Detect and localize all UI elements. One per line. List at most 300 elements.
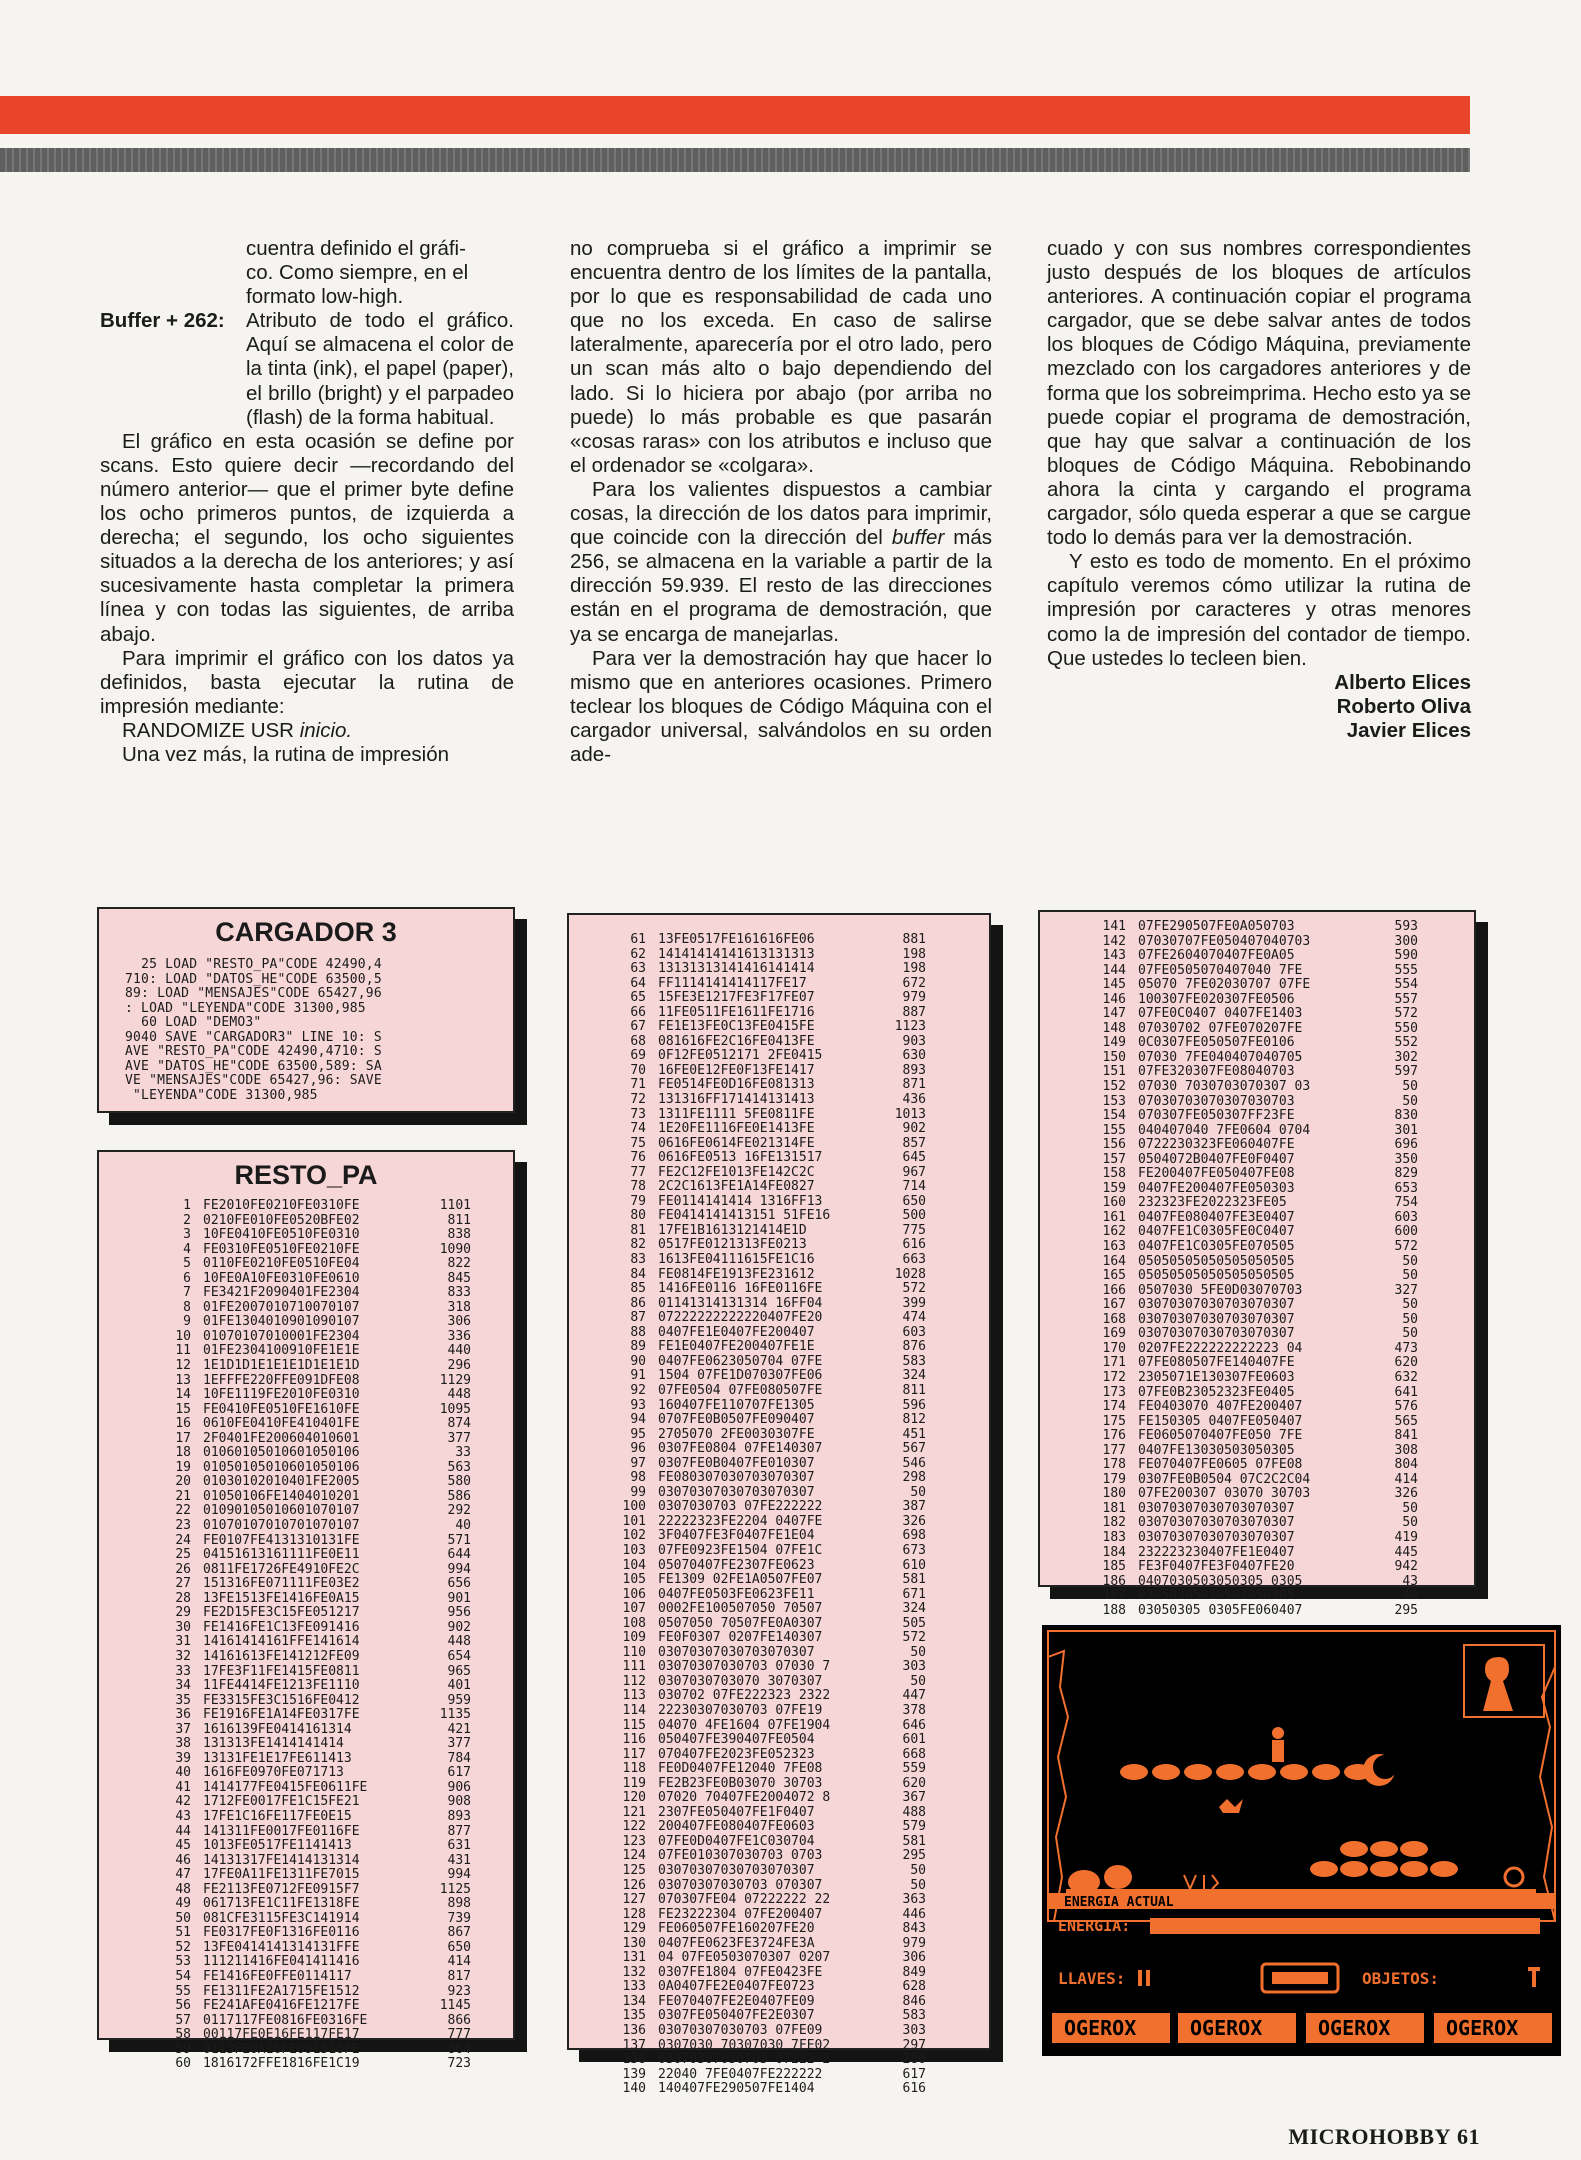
checksum: 630 [902, 1048, 926, 1064]
page-number: 61 [1457, 2124, 1480, 2149]
hex-data: 1712FE0017FE1C15FE21 [203, 1794, 360, 1810]
hex-data: FE1E0407FE200407FE1E [658, 1339, 815, 1355]
line-number: 170 [1102, 1340, 1126, 1356]
checksum: 583 [902, 1353, 926, 1369]
line-number: 124 [622, 1848, 646, 1864]
article-column-1 [100, 237, 514, 767]
checksum: 324 [902, 1368, 926, 1384]
line-number: 59 [175, 2041, 191, 2057]
hex-data: 0610FE0410FE410401FE [203, 1416, 360, 1432]
line-number: 75 [630, 1135, 646, 1151]
line-number: 50 [175, 1910, 191, 1926]
checksum: 1129 [439, 1372, 471, 1388]
checksum: 628 [902, 1979, 926, 1995]
player-body-icon [1272, 1740, 1284, 1762]
hex-data: 131313FE1414141414 [203, 1736, 344, 1752]
hex-data: 22040 7FE0407FE222222 [658, 2066, 823, 2082]
line-number: 91 [630, 1368, 646, 1384]
line-number: 36 [175, 1707, 191, 1723]
line-number: 164 [1102, 1253, 1126, 1269]
checksum: 603 [1394, 1209, 1418, 1225]
line-number: 20 [175, 1474, 191, 1490]
line-number: 54 [175, 1968, 191, 1984]
checksum: 298 [902, 1470, 926, 1486]
checksum: 350 [1394, 1151, 1418, 1167]
hex-data: 2307FE050407FE1F0407 [658, 1804, 815, 1820]
paragraph: Para ver la demostración hay que hacer lo mismo que en anteriores ocasiones. Primero teclear los bloques de Código Máquina con el cargador universal, salvándolos en su orden ade- [570, 646, 992, 766]
line-number: 89 [630, 1339, 646, 1355]
checksum: 596 [902, 1397, 926, 1413]
checksum: 414 [447, 1954, 471, 1970]
checksum: 603 [902, 1324, 926, 1340]
line-number: 13 [175, 1372, 191, 1388]
hex-data: FE0514FE0D16FE081313 [658, 1077, 815, 1093]
checksum: 874 [447, 1416, 471, 1432]
hex-data: FE060507FE160207FE20 [658, 1921, 815, 1937]
checksum: 857 [902, 1135, 926, 1151]
hex-data: FE200407FE050407FE08 [1138, 1166, 1295, 1182]
checksum: 50 [1402, 1093, 1418, 1109]
hex-data: 16FE0E12FE0F13FE1417 [658, 1062, 815, 1078]
checksum: 324 [902, 1601, 926, 1617]
line-number: 19 [175, 1459, 191, 1475]
line-number: 106 [622, 1586, 646, 1602]
checksum: 50 [1402, 1253, 1418, 1269]
checksum: 1095 [439, 1401, 471, 1417]
hex-data: 17FE0A11FE1311FE7015 [203, 1867, 360, 1883]
checksum: 554 [1394, 977, 1418, 993]
line-number: 116 [622, 1732, 646, 1748]
checksum: 303 [902, 1659, 926, 1675]
line-number: 11 [175, 1343, 191, 1359]
checksum: 1101 [439, 1198, 471, 1213]
hex-data: 081CFE3115FE3C141914 [203, 1910, 360, 1926]
keys-icon [1140, 1970, 1148, 1986]
line-number: 161 [1102, 1209, 1126, 1225]
hex-data: 04 07FE0503070307 0207 [658, 1950, 831, 1966]
checksum: 754 [1394, 1195, 1418, 1211]
line-number: 183 [1102, 1529, 1126, 1545]
checksum: 846 [902, 1993, 926, 2009]
listing-right-box [1038, 910, 1476, 1618]
checksum: 901 [447, 1590, 471, 1606]
line-number: 146 [1102, 991, 1126, 1007]
hex-data: 0407030503050305 0305 [1138, 1573, 1303, 1589]
statue-icon [1483, 1657, 1513, 1711]
hex-data: 03070307030703070307 [1138, 1297, 1295, 1313]
plant-sprite-icon [1184, 1875, 1218, 1889]
hex-data: 0307030 70307030 7FE02 [658, 2037, 831, 2053]
checksum: 292 [447, 1503, 471, 1519]
hex-data: 07222222222220407FE20 [658, 1310, 823, 1326]
line-number: 179 [1102, 1471, 1126, 1487]
hex-data: 07FE0D0407FE1C030704 [658, 1833, 815, 1849]
checksum: 784 [447, 1750, 471, 1766]
hex-data: 10FE0410FE0510FE0310 [203, 1227, 360, 1243]
objects-icon [1528, 1969, 1540, 1987]
checksum: 650 [447, 1939, 471, 1955]
checksum: 673 [902, 1542, 926, 1558]
checksum: 581 [902, 1572, 926, 1588]
checksum: 838 [447, 1227, 471, 1243]
hex-data: FE1416FE1C13FE091416 [203, 1619, 360, 1635]
line-number: 185 [1102, 1559, 1126, 1575]
line-number: 168 [1102, 1311, 1126, 1327]
checksum: 817 [447, 1968, 471, 1984]
checksum: 923 [447, 1983, 471, 1999]
checksum: 739 [447, 1910, 471, 1926]
line-number: 17 [175, 1430, 191, 1446]
checksum: 550 [1394, 1020, 1418, 1036]
line-number: 148 [1102, 1020, 1126, 1036]
line-number: 177 [1102, 1442, 1126, 1458]
hex-data: FE0410FE0510FE1610FE [203, 1401, 360, 1417]
line-number: 122 [622, 1819, 646, 1835]
checksum: 829 [1394, 1166, 1418, 1182]
checksum: 308 [1394, 1442, 1418, 1458]
line-number: 10 [175, 1328, 191, 1344]
header-stripe-gray [0, 148, 1470, 172]
checksum: 301 [1394, 1122, 1418, 1138]
line-number: 76 [630, 1150, 646, 1166]
checksum: 377 [447, 1430, 471, 1446]
line-number: 137 [622, 2037, 646, 2053]
magazine-name: MICROHOBBY [1288, 2124, 1451, 2149]
hex-data: FE2010FE0210FE0310FE [203, 1198, 360, 1213]
checksum: 650 [902, 1193, 926, 1209]
checksum: 326 [902, 1513, 926, 1529]
hex-data: 0407FE0623FE3724FE3A [658, 1935, 815, 1951]
hex-data: 0210FE010FE0520BFE02 [203, 1212, 360, 1228]
checksum: 893 [447, 1808, 471, 1824]
hex-data: 17FE1C16FE117FE0E15 [203, 1808, 352, 1824]
checksum: 876 [902, 1339, 926, 1355]
line-number: 105 [622, 1572, 646, 1588]
article-column-2 [570, 237, 992, 767]
line-number: 153 [1102, 1093, 1126, 1109]
hex-data: FF1114141414117FE17 [658, 975, 807, 991]
line-number: 119 [622, 1775, 646, 1791]
checksum: 377 [447, 1736, 471, 1752]
hex-data: 07FE0C0407 0407FE1403 [1138, 1006, 1303, 1022]
checksum: 616 [902, 2081, 926, 2097]
hex-data: 03070307030703070307 [1138, 1515, 1295, 1531]
checksum: 50 [1402, 1500, 1418, 1516]
hex-data: 0507030 5FE0D03070703 [1138, 1282, 1303, 1298]
checksum: 601 [902, 1732, 926, 1748]
hex-data: FE0317FE0F1316FE0116 [203, 1925, 360, 1941]
line-number: 150 [1102, 1049, 1126, 1065]
energy-bar-fill [1150, 1918, 1540, 1934]
hex-data: 2F0401FE200604010601 [203, 1430, 360, 1446]
cave-wall-left [1048, 1651, 1068, 1921]
line-number: 92 [630, 1382, 646, 1398]
author-signature: Alberto Elices Roberto Oliva Javier Elices [1334, 670, 1471, 742]
line-number: 33 [175, 1663, 191, 1679]
checksum: 580 [447, 1474, 471, 1490]
game-screenshot [1042, 1625, 1561, 2056]
hex-data: FE2113FE0712FE0915F7 [203, 1881, 360, 1897]
checksum: 43 [1402, 1573, 1418, 1589]
checksum: 565 [1394, 1413, 1418, 1429]
hex-data: 1616139FE0414161314 [203, 1721, 352, 1737]
hex-data: 15FE3E1217FE3F17FE07 [658, 990, 815, 1006]
hex-data: 0517FE0121313FE0213 [658, 1237, 807, 1253]
hex-data: 0811FE1726FE4910FE2C [203, 1561, 360, 1577]
hex-data: 070307FE050307FF23FE [1138, 1108, 1295, 1124]
checksum: 414 [1394, 1471, 1418, 1487]
line-number: 21 [175, 1488, 191, 1504]
checksum: 50 [1402, 1297, 1418, 1313]
cargador-box [97, 907, 515, 1113]
checksum: 50 [1402, 1326, 1418, 1342]
checksum: 616 [902, 1237, 926, 1253]
hex-data: 07FE010307030703 0703 [658, 1848, 823, 1864]
line-number: 188 [1102, 1602, 1126, 1618]
line-number: 93 [630, 1397, 646, 1413]
checksum: 567 [902, 1441, 926, 1457]
checksum: 431 [447, 1852, 471, 1868]
line-number: 57 [175, 2012, 191, 2028]
checksum: 696 [1394, 1137, 1418, 1153]
line-number: 95 [630, 1426, 646, 1442]
line-number: 94 [630, 1412, 646, 1428]
line-number: 82 [630, 1237, 646, 1253]
hex-data: 0407FE0623050704 07FE [658, 1353, 823, 1369]
line-number: 48 [175, 1881, 191, 1897]
checksum: 419 [1394, 1529, 1418, 1545]
hex-data: 03070307030703070307 [1138, 1529, 1295, 1545]
hex-data: 0407FE0503FE0623FE11 [658, 1586, 815, 1602]
line-number: 142 [1102, 933, 1126, 949]
line-number: 128 [622, 1906, 646, 1922]
checksum: 559 [902, 1761, 926, 1777]
hex-data: 07FE0B23052323FE0405 [1138, 1384, 1295, 1400]
hex-data: FE241AFE0416FE1217FE [203, 1998, 360, 2014]
line-number: 143 [1102, 948, 1126, 964]
line-number: 138 [622, 2052, 646, 2068]
line-number: 41 [175, 1779, 191, 1795]
checksum: 50 [910, 1863, 926, 1878]
checksum: 387 [902, 1499, 926, 1515]
line-number: 165 [1102, 1268, 1126, 1284]
checksum: 849 [902, 1964, 926, 1980]
checksum: 421 [447, 1721, 471, 1737]
line-number: 18 [175, 1445, 191, 1461]
hex-data: 141311FE0017FE0116FE [203, 1823, 360, 1839]
checksum: 579 [902, 1819, 926, 1835]
checksum: 295 [902, 1848, 926, 1864]
line-number: 70 [630, 1062, 646, 1078]
hex-data: 0A0407FE2E0407FE0723 [658, 1979, 815, 1995]
hex-data: 11FE4414FE1213FE1110 [203, 1678, 360, 1694]
hex-data: 07030 7FE040407040705 [1138, 1049, 1303, 1065]
line-number: 131 [622, 1950, 646, 1966]
line-number: 147 [1102, 1006, 1126, 1022]
line-number: 49 [175, 1896, 191, 1912]
checksum: 641 [1394, 1384, 1418, 1400]
checksum: 572 [902, 1281, 926, 1297]
hex-data: FE1309 02FE1A0507FE07 [658, 1572, 823, 1588]
line-number: 68 [630, 1033, 646, 1049]
hex-data: 22222323FE2204 0407FE [658, 1513, 823, 1529]
buffer-262-label: Buffer + 262: [100, 309, 225, 333]
hex-data: FE1E13FE0C13FE0415FE [658, 1019, 815, 1035]
checksum: 845 [447, 1270, 471, 1286]
line-number: 141 [1102, 919, 1126, 934]
checksum: 632 [1394, 1369, 1418, 1385]
checksum: 198 [902, 961, 926, 977]
checksum: 500 [902, 1208, 926, 1224]
checksum: 555 [1394, 962, 1418, 978]
line-number: 66 [630, 1004, 646, 1020]
line-number: 127 [622, 1892, 646, 1908]
line-number: 61 [630, 932, 646, 947]
line-number: 23 [175, 1518, 191, 1534]
hex-data: 07FE320307FE08040703 [1138, 1064, 1295, 1080]
hex-data: 01090105010601070107 [203, 1503, 360, 1519]
article-column-3 [1047, 237, 1471, 743]
hex-data: 11FE0511FE1611FE1716 [658, 1004, 815, 1020]
line-number: 163 [1102, 1239, 1126, 1255]
hex-data: 01070107010701070107 [203, 1518, 360, 1534]
line-number: 171 [1102, 1355, 1126, 1371]
checksum: 50 [1402, 1079, 1418, 1095]
checksum: 448 [447, 1387, 471, 1403]
checksum: 965 [447, 1663, 471, 1679]
line-number: 187 [1102, 1588, 1126, 1604]
hex-data: 1311FE1111 5FE0811FE [658, 1106, 815, 1122]
line-number: 111 [622, 1659, 646, 1675]
checksum: 906 [447, 1779, 471, 1795]
line-number: 117 [622, 1746, 646, 1762]
checksum: 583 [902, 2008, 926, 2024]
line-number: 132 [622, 1964, 646, 1980]
checksum: 557 [1394, 991, 1418, 1007]
checksum: 893 [902, 1062, 926, 1078]
checksum: 902 [447, 1619, 471, 1635]
checksum: 326 [1394, 1486, 1418, 1502]
checksum: 656 [447, 1576, 471, 1592]
line-number: 34 [175, 1678, 191, 1694]
hex-data: 10FE0A10FE0310FE0610 [203, 1270, 360, 1286]
line-number: 149 [1102, 1035, 1126, 1051]
line-number: 102 [622, 1528, 646, 1544]
line-number: 162 [1102, 1224, 1126, 1240]
hex-data: 00117FE0E16FE117FE17 [203, 2027, 360, 2043]
line-number: 156 [1102, 1137, 1126, 1153]
hex-data: 01050105010601050106 [203, 1459, 360, 1475]
hex-data: FE3315FE3C1516FE0412 [203, 1692, 360, 1708]
code-line: RANDOMIZE USR inicio. [122, 718, 353, 742]
line-number: 88 [630, 1324, 646, 1340]
checksum: 306 [447, 1314, 471, 1330]
hex-data: 1414177FE0415FE0611FE [203, 1779, 368, 1795]
ogerox-logo: OGEROX [1064, 2016, 1137, 2040]
checksum: 336 [447, 1328, 471, 1344]
hex-data: 232323FE2022323FE05 [1138, 1195, 1287, 1211]
hex-data: 1416FE0116 16FE0116FE [658, 1281, 823, 1297]
paragraph: Y esto es todo de momento. En el próximo capítulo veremos cómo utilizar la rutina de impresión por caracteres y otras menores como la de impresión del contador de tiempo. Que ustedes lo tecleen bien. [1047, 550, 1471, 670]
line-number: 101 [622, 1513, 646, 1529]
line-number: 25 [175, 1547, 191, 1563]
hex-data: 0113FE0A16FE091316FE [203, 2041, 360, 2057]
hex-data: 0207FE222222222223 04 [1138, 1340, 1303, 1356]
checksum: 644 [447, 1547, 471, 1563]
hex-data: 07FE2604070407FE0A05 [1138, 948, 1295, 964]
line-number: 78 [630, 1179, 646, 1195]
ogerox-logo: OGEROX [1318, 2016, 1391, 2040]
hex-data: 2C2C1613FE1A14FE0827 [658, 1179, 815, 1195]
hex-data: 01030102010401FE2005 [203, 1474, 360, 1490]
checksum: 620 [1394, 1355, 1418, 1371]
checksum: 833 [447, 1285, 471, 1301]
checksum: 600 [1394, 1224, 1418, 1240]
hex-data: FE0107FE4131310131FE [203, 1532, 360, 1548]
ogerox-logo: OGEROX [1190, 2016, 1263, 2040]
line-number: 46 [175, 1852, 191, 1868]
checksum: 280 [902, 2052, 926, 2068]
line-number: 100 [622, 1499, 646, 1515]
hex-data: 2705070 2FE0030307FE [658, 1426, 815, 1442]
hex-data: 111211416FE041411416 [203, 1954, 360, 1970]
checksum: 50 [1402, 1268, 1418, 1284]
hex-data: 07FE200307 03070 30703 [1138, 1486, 1311, 1502]
hex-data: 1E20FE1116FE0E1413FE [658, 1121, 815, 1137]
hex-data: 03070307030703 07222 2 [658, 2052, 831, 2068]
checksum: 672 [902, 975, 926, 991]
objetos-label: OBJETOS: [1362, 1969, 1440, 1988]
line-number: 30 [175, 1619, 191, 1635]
hex-data: 0F12FE0512171 2FE0415 [658, 1048, 823, 1064]
checksum: 668 [902, 1746, 926, 1762]
checksum: 50 [910, 1484, 926, 1500]
hex-data: FE150305 0407FE050407 [1138, 1413, 1303, 1429]
player-head-icon [1272, 1727, 1284, 1739]
checksum: 645 [902, 1150, 926, 1166]
line-number: 69 [630, 1048, 646, 1064]
checksum: 887 [902, 1004, 926, 1020]
hex-data: 0307FE0B0504 07C2C2C04 [1138, 1471, 1311, 1487]
paragraph: Una vez más, la rutina de impresión [122, 742, 450, 766]
line-number: 83 [630, 1252, 646, 1268]
line-number: 12 [175, 1358, 191, 1374]
hex-data: 05070 7FE02030707 07FE [1138, 977, 1311, 993]
line-number: 8 [183, 1299, 191, 1315]
checksum: 399 [902, 1295, 926, 1311]
hex-data: 100307FE020307FE0506 [1138, 991, 1295, 1007]
hex-data: 0407FE13030503050305 [1138, 1442, 1295, 1458]
line-number: 81 [630, 1222, 646, 1238]
hex-data: FE2D15FE3C15FE051217 [203, 1605, 360, 1621]
checksum: 367 [902, 1790, 926, 1806]
hex-data: 05050505050505050505 [1138, 1268, 1295, 1284]
line-number: 175 [1102, 1413, 1126, 1429]
hex-data: 04070 4FE1604 07FE1904 [658, 1717, 831, 1733]
checksum: 198 [902, 946, 926, 962]
hex-data: 17FE1B1613121414E1D [658, 1222, 807, 1238]
checksum: 967 [902, 1164, 926, 1180]
line-number: 65 [630, 990, 646, 1006]
buffer-continuation: cuentra definido el gráfi- co. Como siempre, en el formato low-high. [246, 237, 469, 309]
checksum: 318 [447, 1299, 471, 1315]
line-number: 5 [183, 1256, 191, 1272]
checksum: 822 [447, 1256, 471, 1272]
hex-data: FE1916FE1A14FE0317FE [203, 1707, 360, 1723]
checksum: 581 [902, 1833, 926, 1849]
checksum: 576 [1394, 1399, 1418, 1415]
line-number: 52 [175, 1939, 191, 1955]
